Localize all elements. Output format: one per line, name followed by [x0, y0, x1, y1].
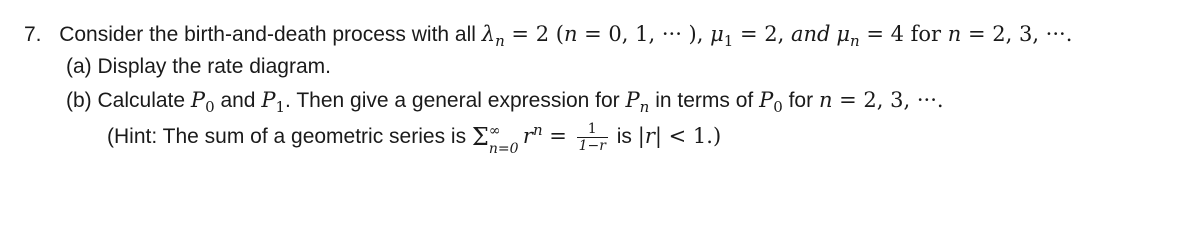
- equation-part: = 2,: [733, 22, 791, 46]
- equation-part: =: [542, 124, 574, 148]
- fraction: [577, 122, 608, 153]
- fraction-numerator: 1: [587, 120, 597, 137]
- part-b-text: in terms of: [655, 89, 754, 112]
- part-b-text: for: [788, 89, 814, 112]
- fraction-denominator: 1−r: [578, 137, 606, 154]
- problem-number: 7.: [24, 23, 42, 46]
- and-word: and: [790, 22, 831, 46]
- p-symbol: P: [759, 88, 774, 112]
- variable-n: n: [947, 22, 962, 46]
- p-symbol: P: [261, 88, 276, 112]
- sum-upper-limit: ∞: [488, 123, 501, 140]
- hint-text: (Hint: The sum of a geometric series is: [107, 125, 467, 148]
- variable-n: n: [563, 22, 578, 46]
- p-symbol: P: [190, 88, 206, 112]
- equation-part: = 4 for: [859, 22, 948, 46]
- part-a-label: (a): [66, 55, 92, 78]
- problem-intro: Consider the birth-and-death process with all: [59, 23, 476, 46]
- part-a-text: Display the rate diagram.: [97, 55, 331, 78]
- hint: [107, 120, 722, 158]
- mu1-subscript: 1: [723, 32, 734, 50]
- p-subscript: 0: [205, 98, 215, 116]
- r-exponent: n: [532, 121, 543, 139]
- part-b-text: and: [220, 89, 256, 112]
- p-subscript: 1: [275, 98, 286, 116]
- variable-r: r: [522, 124, 533, 148]
- part-b-text: Calculate: [97, 89, 186, 112]
- p-symbol: P: [625, 88, 640, 112]
- equation-part: = 2: [504, 22, 556, 46]
- equation-part: = 2, 3, ···.: [832, 88, 944, 112]
- p-subscript: n: [639, 98, 650, 116]
- part-b-label: (b): [66, 89, 92, 112]
- sum-limits: [488, 123, 523, 158]
- sigma-symbol: Σ: [471, 123, 489, 151]
- equation-part: (: [555, 22, 564, 46]
- mun-subscript: n: [849, 32, 860, 50]
- abs-expression: |r|: [637, 124, 662, 148]
- sum-lower-limit: n=0: [488, 141, 519, 158]
- hint-text: is: [616, 125, 632, 148]
- lambda-subscript: n: [495, 32, 505, 50]
- mu-symbol: μ: [710, 22, 724, 46]
- equation-part: < 1.): [661, 124, 722, 148]
- equation-part: = 0, 1, ··· ),: [577, 22, 711, 46]
- equation-part: = 2, 3, ···.: [961, 22, 1073, 46]
- part-b: [66, 86, 944, 116]
- lambda-symbol: λ: [481, 22, 496, 46]
- mu-symbol: μ: [836, 22, 850, 46]
- part-b-text: . Then give a general expression for: [285, 89, 620, 112]
- variable-n: n: [818, 88, 833, 112]
- part-a: [66, 53, 331, 81]
- problem-statement: [24, 20, 1072, 50]
- p-subscript: 0: [773, 98, 783, 116]
